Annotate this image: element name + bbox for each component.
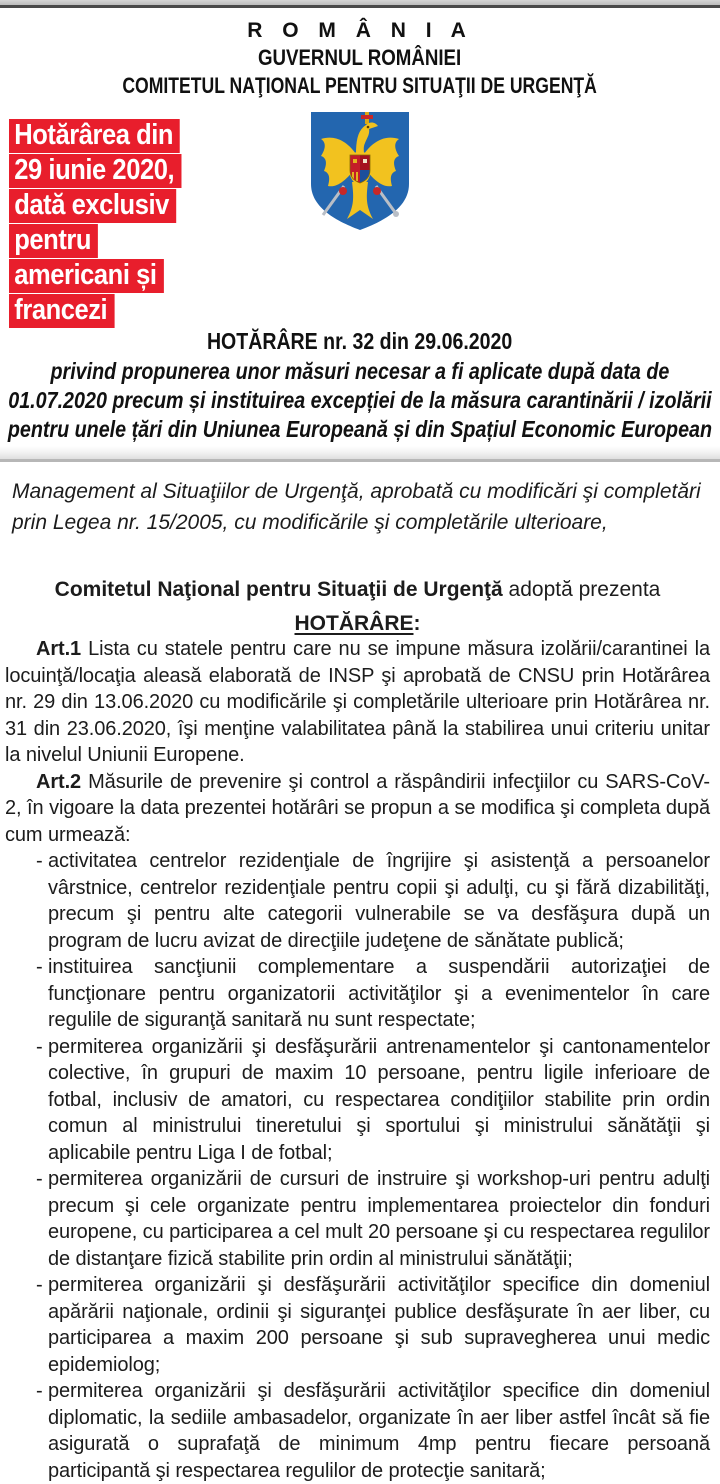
decision-word: HOTĂRÂRE (294, 612, 414, 635)
list-item: - permiterea organizării de cursuri de instruire şi workshop-uri pentru adulţi precum şi cele organizate pentru implementarea proiectelor din fonduri europene, cu participarea a cel mult 20 persoane şi cu respectarea regulilor de distanţare fizică stabilite prin ordin al ministrului sănătăţii; (36, 1168, 710, 1270)
headline-line: americani și (9, 259, 164, 293)
list-item: - permiterea organizării şi desfăşurării activităţilor specifice din domeniul apărării naţionale, ordinii şi siguranţei publice desfăşurate în aer liber, cu participarea a maxim 200 persoane şi sub supravegherea unui medic epidemiolog; (36, 1274, 710, 1376)
window-top-edge (0, 0, 720, 8)
list-item: - permiterea organizării şi desfăşurării activităţilor specifice din domeniul diplomatic, la sediile ambasadelor, organizate în aer liber astfel încât să fie asigurată o suprafaţă de minimum 4mp pentru fiecare persoană participantă şi respectarea regulilor de protecţie sanitară; (36, 1380, 710, 1482)
screenshot-seam-divider (0, 446, 720, 462)
dash-marker: - (36, 1380, 43, 1402)
decision-title: HOTĂRÂRE nr. 32 din 29.06.2020 (207, 328, 513, 354)
headline-line: pentru (9, 224, 98, 258)
document-body (0, 476, 720, 1484)
dash-marker: - (36, 956, 43, 978)
headline-line: 29 iunie 2020, (9, 154, 181, 188)
measures-list (5, 848, 710, 1484)
article-1 (5, 636, 710, 769)
headline-line: Hotărârea din (9, 119, 180, 153)
document-header (0, 17, 720, 100)
decision-heading (5, 611, 710, 636)
romania-coat-of-arms-icon (308, 110, 412, 232)
decision-colon: : (413, 612, 421, 635)
dash-marker: - (36, 1035, 43, 1058)
article-1-text: Lista cu statele pentru care nu se impune măsura izolării/carantinei la locuinţă/locaţia aleasă elaborată de INSP şi aprobată de CNSU prin Hotărârea nr. 29 din 13.06.2020 cu modificările şi completările ulterioare prin Hotărârea nr. 31 din 23.06.2020, îşi menţine valabilitatea până la stabilirea unui criteriu unitar la nivelul Uniunii Europene. (5, 638, 710, 766)
dash-marker: - (36, 1168, 43, 1190)
article-2-label: Art.2 (36, 770, 82, 793)
news-headline-overlay (9, 119, 205, 329)
header-country: R O M Â N I A (247, 19, 473, 42)
article-1-label: Art.1 (36, 638, 82, 660)
list-item: - instituirea sancţiunii complementare a suspendării autorizaţiei de funcţionare pentru organizatorii activităţilor şi a evenimentelor în care regulile de siguranţă sanitară nu sunt respectate; (36, 956, 710, 1031)
decision-subtitle: privind propunerea unor măsuri necesar a fi aplicate după data de 01.07.2020 precum și instituirea excepției de la măsura carantinării / izolării pentru unele țări din Uniunea Europeană și din Spațiul Economic European (7, 358, 713, 442)
headline-line: dată exclusiv (9, 189, 176, 223)
adoption-committee: Comitetul Naţional pentru Situaţii de Urgenţă (54, 578, 503, 601)
dash-marker: - (36, 1274, 43, 1296)
dash-marker: - (36, 850, 43, 872)
article-2 (5, 769, 710, 849)
article-2-text: Măsurile de prevenire şi control a răspândirii infecţiilor cu SARS-CoV-2, în vigoare la data prezentei hotărâri se propun a se modifica şi completa după cum urmează: (5, 770, 710, 846)
headline-line: francezi (9, 294, 114, 328)
adoption-rest: adoptă prezenta (502, 578, 661, 601)
header-government: GUVERNUL ROMÂNIEI (258, 45, 462, 70)
preamble-fragment: Management al Situaţiilor de Urgenţă, aprobată cu modificări şi completări prin Legea nr. 15/2005, cu modificările şi completările ulterioare, (12, 480, 701, 534)
list-item: - activitatea centrelor rezidenţiale de îngrijire şi asistenţă a persoanelor vârstnice, centrelor rezidenţiale pentru copii şi adulţi, cu şi fără dizabilităţi, precum şi pentru alte categorii vulnerabile se va desfăşura după un program de lucru avizat de direcţiile judeţene de sănătate publică; (36, 850, 710, 952)
header-committee: COMITETUL NAŢIONAL PENTRU SITUAŢII DE URGENŢĂ (122, 73, 598, 98)
adoption-line (5, 577, 710, 602)
list-item: - permiterea organizării şi desfăşurării antrenamentelor şi cantonamentelor colective, în grupuri de maxim 10 persoane, pentru ligile inferioare de fotbal, inclusiv de amatori, cu respectarea condiţiilor stabilite prin ordin comun al ministrului tineretului şi sportului şi ministrului sănătăţii şi aplicabile pentru Liga I de fotbal; (36, 1035, 710, 1164)
